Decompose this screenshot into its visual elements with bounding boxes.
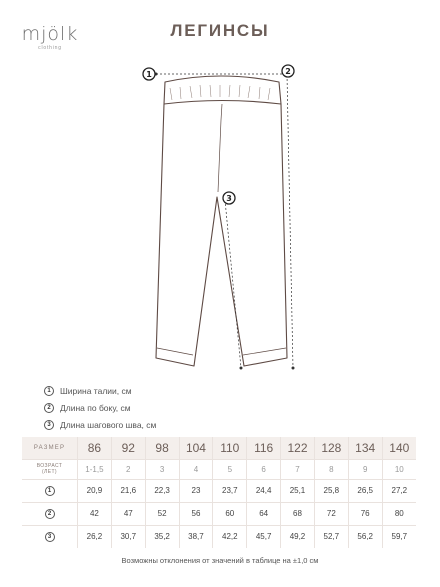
value-cell: 52	[145, 502, 179, 525]
legend-item	[44, 416, 156, 433]
legend-text: Длина шагового шва, см	[60, 419, 157, 430]
size-cell: 116	[247, 437, 281, 459]
value-cell: 38,7	[179, 525, 213, 548]
svg-text:2: 2	[285, 67, 291, 76]
legend-text: Длина по боку, см	[60, 402, 131, 413]
inseam-measure-line	[225, 200, 241, 368]
age-cell: 5	[213, 459, 247, 479]
row-number: 1	[45, 486, 55, 496]
value-cell: 72	[314, 502, 348, 525]
legend-number: 3	[44, 420, 54, 430]
size-cell: 86	[78, 437, 112, 459]
value-cell: 23	[179, 479, 213, 502]
tolerance-note: Возможны отклонения от значений в таблице на ±1,0 см	[121, 556, 319, 565]
age-cell: 7	[281, 459, 315, 479]
age-cell: 9	[348, 459, 382, 479]
value-cell: 27,2	[382, 479, 416, 502]
age-cell: 1-1,5	[78, 459, 112, 479]
size-cell: 128	[314, 437, 348, 459]
page-title: ЛЕГИНСЫ	[170, 21, 270, 40]
size-row	[22, 437, 416, 459]
value-cell: 42	[78, 502, 112, 525]
age-cell: 10	[382, 459, 416, 479]
size-cell: 134	[348, 437, 382, 459]
size-cell: 140	[382, 437, 416, 459]
measure-row-3	[22, 525, 416, 548]
value-cell: 56	[179, 502, 213, 525]
waistband-gathers	[170, 85, 270, 100]
svg-text:3: 3	[226, 194, 232, 203]
marker-2	[282, 65, 294, 77]
legend-item	[44, 382, 156, 399]
value-cell: 26,2	[78, 525, 112, 548]
value-cell: 59,7	[382, 525, 416, 548]
size-cell: 104	[179, 437, 213, 459]
value-cell: 60	[213, 502, 247, 525]
age-cell: 2	[111, 459, 145, 479]
measurement-legend	[44, 382, 156, 433]
size-cell: 110	[213, 437, 247, 459]
row-number-cell	[22, 502, 78, 525]
brand-name: mjölk	[21, 23, 79, 45]
age-row	[22, 459, 416, 479]
age-cell: 6	[247, 459, 281, 479]
svg-text:1: 1	[146, 70, 152, 79]
size-table	[22, 437, 416, 548]
measure-row-1	[22, 479, 416, 502]
value-cell: 30,7	[111, 525, 145, 548]
value-cell: 26,5	[348, 479, 382, 502]
row-number: 3	[45, 532, 55, 542]
size-cell: 92	[111, 437, 145, 459]
size-label: РАЗМЕР	[33, 444, 66, 451]
marker-3	[223, 192, 235, 204]
value-cell: 25,8	[314, 479, 348, 502]
row-number-cell	[22, 479, 78, 502]
value-cell: 20,9	[78, 479, 112, 502]
value-cell: 35,2	[145, 525, 179, 548]
value-cell: 21,6	[111, 479, 145, 502]
value-cell: 80	[382, 502, 416, 525]
row-number: 2	[45, 509, 55, 519]
value-cell: 24,4	[247, 479, 281, 502]
value-cell: 47	[111, 502, 145, 525]
value-cell: 52,7	[314, 525, 348, 548]
brand-tagline: clothing	[38, 45, 62, 51]
legend-number: 1	[44, 386, 54, 396]
value-cell: 64	[247, 502, 281, 525]
age-cell: 4	[179, 459, 213, 479]
value-cell: 42,2	[213, 525, 247, 548]
value-cell: 25,1	[281, 479, 315, 502]
measure-row-2	[22, 502, 416, 525]
marker-1	[143, 68, 155, 80]
value-cell: 49,2	[281, 525, 315, 548]
size-cell: 98	[145, 437, 179, 459]
leggings-outline	[156, 104, 287, 366]
age-cell: 8	[314, 459, 348, 479]
value-cell: 68	[281, 502, 315, 525]
waistband-outline	[164, 76, 281, 104]
value-cell: 76	[348, 502, 382, 525]
age-label: ВОЗРАСТ (ЛЕТ)	[36, 463, 63, 475]
size-cell: 122	[281, 437, 315, 459]
legend-item	[44, 399, 156, 416]
value-cell: 22,3	[145, 479, 179, 502]
age-cell: 3	[145, 459, 179, 479]
legend-number: 2	[44, 403, 54, 413]
value-cell: 56,2	[348, 525, 382, 548]
value-cell: 45,7	[247, 525, 281, 548]
value-cell: 23,7	[213, 479, 247, 502]
legend-text: Ширина талии, см	[60, 385, 132, 396]
side-measure-line	[287, 75, 293, 368]
row-number-cell	[22, 525, 78, 548]
